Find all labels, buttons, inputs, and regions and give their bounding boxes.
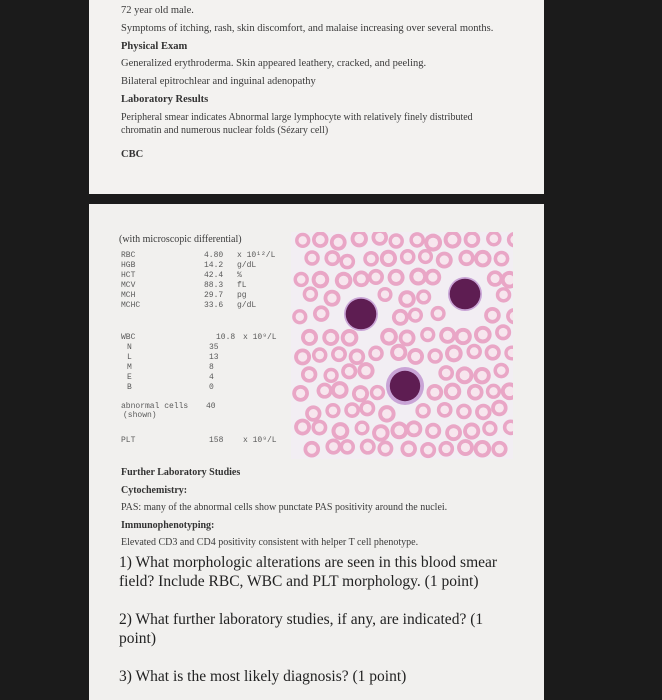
red-blood-cell (294, 272, 309, 287)
red-blood-cell (456, 404, 472, 420)
question-2-line-1: 2) What further laboratory studies, if any, are indicated? (1 (119, 611, 484, 628)
cbc-row-value: 42.4 (204, 271, 224, 280)
question-2-line-2: point) (119, 630, 157, 647)
lymphocyte (344, 297, 378, 331)
abnormal-cells-label: abnormal cells (121, 402, 189, 411)
red-blood-cell (341, 329, 359, 347)
plt-label: PLT (121, 436, 136, 445)
red-blood-cell (301, 329, 318, 346)
red-blood-cell (493, 363, 509, 379)
red-blood-cell (388, 233, 403, 248)
immunophenotyping-text: Elevated CD3 and CD4 positivity consistent with helper T cell phenotype. (121, 537, 419, 548)
red-blood-cell (331, 346, 347, 362)
cbc-row-value: 29.7 (204, 291, 224, 300)
lymphocyte (448, 277, 482, 311)
red-blood-cell (436, 252, 453, 269)
red-blood-cell (463, 423, 480, 440)
red-blood-cell (339, 254, 355, 270)
red-blood-cell (312, 347, 328, 363)
red-blood-cell (439, 327, 456, 344)
red-blood-cell (496, 287, 511, 302)
cbc-row-value: 14.2 (204, 261, 224, 270)
smear-line-1: Peripheral smear indicates Abnormal large lymphocyte with relatively finely distributed (121, 112, 473, 123)
red-blood-cell (482, 421, 497, 436)
physical-exam-heading: Physical Exam (121, 41, 188, 52)
immunophenotyping-heading: Immunophenotyping: (121, 520, 215, 531)
red-blood-cell (313, 305, 329, 321)
red-blood-cell (390, 344, 407, 361)
red-blood-cell (304, 250, 319, 265)
cbc-row-value: 88.3 (204, 281, 224, 290)
red-blood-cell (445, 424, 462, 441)
red-blood-cell (427, 348, 443, 364)
red-blood-cell (467, 384, 484, 401)
red-blood-cell (416, 289, 431, 304)
cytochemistry-text: PAS: many of the abnormal cells show punctate PAS positivity around the nuclei. (121, 502, 448, 513)
red-blood-cell (390, 422, 408, 440)
cbc-row-unit: g/dL (237, 301, 257, 310)
diff-row-value: 13 (209, 353, 219, 362)
diff-row-label: M (127, 363, 132, 372)
further-studies-heading: Further Laboratory Studies (121, 467, 241, 478)
red-blood-cell (400, 249, 416, 265)
wbc-value: 10.8 (216, 333, 236, 342)
question-1-line-1: 1) What morphologic alterations are seen in this blood smear (119, 554, 498, 571)
red-blood-cell (377, 287, 392, 302)
red-blood-cell (445, 345, 463, 363)
red-blood-cell (438, 441, 454, 457)
red-blood-cell (295, 233, 310, 248)
cbc-row-label: MCHC (121, 301, 141, 310)
red-blood-cell (323, 368, 338, 383)
red-blood-cell (380, 328, 398, 346)
diff-row-value: 4 (209, 373, 214, 382)
red-blood-cell (355, 420, 370, 435)
red-blood-cell (331, 381, 349, 399)
case-page-top (89, 0, 544, 194)
red-blood-cell (312, 271, 330, 289)
diff-row-label: E (127, 373, 132, 382)
red-blood-cell (331, 422, 349, 440)
red-blood-cell (312, 232, 329, 248)
cbc-row-unit: pg (237, 291, 247, 300)
red-blood-cell (292, 309, 307, 324)
cbc-row-label: RBC (121, 251, 136, 260)
red-blood-cell (424, 269, 441, 286)
diff-row-label: N (127, 343, 132, 352)
exam-line-2: Bilateral epitrochlear and inguinal adenopathy (121, 76, 316, 87)
plt-value: 158 (209, 436, 224, 445)
cbc-row-unit: % (237, 271, 242, 280)
red-blood-cell (344, 402, 360, 418)
red-blood-cell (409, 232, 425, 248)
red-blood-cell (399, 329, 416, 346)
wbc-label: WBC (121, 333, 136, 342)
cbc-row-value: 33.6 (204, 301, 224, 310)
symptoms-line: Symptoms of itching, rash, skin discomfort, and malaise increasing over several months. (121, 23, 494, 34)
red-blood-cell (474, 326, 492, 344)
red-blood-cell (407, 348, 424, 365)
red-blood-cell (486, 384, 501, 399)
red-blood-cell (294, 419, 311, 436)
red-blood-cell (378, 405, 395, 422)
red-blood-cell (457, 439, 474, 456)
red-blood-cell (491, 400, 507, 416)
red-blood-cell (444, 383, 461, 400)
red-blood-cell (359, 400, 375, 416)
red-blood-cell (368, 269, 384, 285)
diff-row-value: 0 (209, 383, 214, 392)
cbc-heading: CBC (121, 149, 144, 160)
red-blood-cell (474, 440, 492, 458)
red-blood-cell (330, 234, 347, 251)
cbc-row-unit: x 10¹²/L (237, 251, 276, 260)
red-blood-cell (368, 346, 384, 362)
abnormal-cells-value: 40 (206, 402, 216, 411)
smear-line-2: chromatin and numerous nuclear folds (Sézary cell) (121, 125, 329, 136)
red-blood-cell (292, 385, 309, 402)
red-blood-cell (409, 268, 427, 286)
red-blood-cell (418, 249, 433, 264)
red-blood-cell (324, 290, 341, 307)
red-blood-cell (363, 251, 379, 267)
red-blood-cell (415, 403, 430, 418)
red-blood-cell (325, 403, 340, 418)
red-blood-cell (370, 385, 385, 400)
cbc-row-unit: g/dL (237, 261, 257, 270)
red-blood-cell (430, 306, 445, 321)
cytochemistry-heading: Cytochemistry: (121, 485, 188, 496)
red-blood-cell (372, 424, 390, 442)
red-blood-cell (424, 234, 442, 252)
cbc-row-label: MCH (121, 291, 136, 300)
red-blood-cell (303, 441, 320, 458)
diff-row-label: L (127, 353, 132, 362)
blood-smear-micrograph (291, 232, 513, 459)
red-blood-cell (322, 329, 339, 346)
red-blood-cell (392, 309, 409, 326)
diff-row-value: 8 (209, 363, 214, 372)
red-blood-cell (405, 420, 422, 437)
red-blood-cell (388, 269, 405, 286)
cbc-row-unit: fL (237, 281, 247, 290)
red-blood-cell (437, 402, 453, 418)
red-blood-cell (425, 423, 441, 439)
red-blood-cell (311, 420, 327, 436)
red-blood-cell (456, 366, 474, 384)
red-blood-cell (420, 442, 436, 458)
red-blood-cell (487, 270, 503, 286)
abnormal-cells-note: (shown) (123, 411, 157, 420)
plt-unit: x 10⁹/L (243, 436, 277, 445)
red-blood-cell (494, 251, 510, 267)
cbc-row-label: HCT (121, 271, 136, 280)
red-blood-cell (420, 327, 435, 342)
red-blood-cell (377, 441, 393, 457)
red-blood-cell (341, 363, 357, 379)
diff-row-label: B (127, 383, 132, 392)
red-blood-cell (438, 365, 454, 381)
red-blood-cell (303, 286, 318, 301)
age-line: 72 year old male. (121, 5, 194, 16)
red-blood-cell (474, 250, 492, 268)
red-blood-cell (340, 439, 355, 454)
red-blood-cell (335, 272, 353, 290)
blood-smear-image (291, 232, 513, 459)
red-blood-cell (398, 290, 416, 308)
red-blood-cell (484, 307, 501, 324)
lab-results-heading: Laboratory Results (121, 94, 209, 105)
diff-row-value: 35 (209, 343, 219, 352)
red-blood-cell (349, 348, 366, 365)
question-1-line-2: field? Include RBC, WBC and PLT morphology. (1 point) (119, 573, 479, 590)
red-blood-cell (466, 344, 481, 359)
red-blood-cell (360, 439, 376, 455)
red-blood-cell (352, 385, 369, 402)
question-3: 3) What is the most likely diagnosis? (1 point) (119, 668, 407, 685)
red-blood-cell (357, 362, 374, 379)
red-blood-cell (426, 384, 443, 401)
red-blood-cell (485, 344, 501, 360)
case-page-bottom (89, 204, 544, 700)
lymphocyte (386, 367, 424, 405)
red-blood-cell (400, 440, 417, 457)
red-blood-cell (305, 405, 321, 421)
cbc-row-label: HGB (121, 261, 136, 270)
red-blood-cell (324, 250, 340, 266)
red-blood-cell (301, 366, 317, 382)
cbc-row-label: MCV (121, 281, 136, 290)
red-blood-cell (458, 250, 474, 266)
red-blood-cell (454, 328, 471, 345)
cbc-table-heading: (with microscopic differential) (119, 234, 242, 245)
exam-line-1: Generalized erythroderma. Skin appeared leathery, cracked, and peeling. (121, 58, 427, 69)
red-blood-cell (473, 367, 490, 384)
cbc-row-value: 4.80 (204, 251, 224, 260)
red-blood-cell (325, 439, 341, 455)
red-blood-cell (294, 348, 311, 365)
red-blood-cell (408, 308, 423, 323)
red-blood-cell (317, 383, 333, 399)
red-blood-cell (495, 324, 511, 340)
wbc-unit: x 10⁹/L (243, 333, 277, 342)
red-blood-cell (491, 441, 507, 457)
red-blood-cell (380, 250, 397, 267)
red-blood-cell (353, 271, 370, 288)
red-blood-cell (475, 404, 491, 420)
